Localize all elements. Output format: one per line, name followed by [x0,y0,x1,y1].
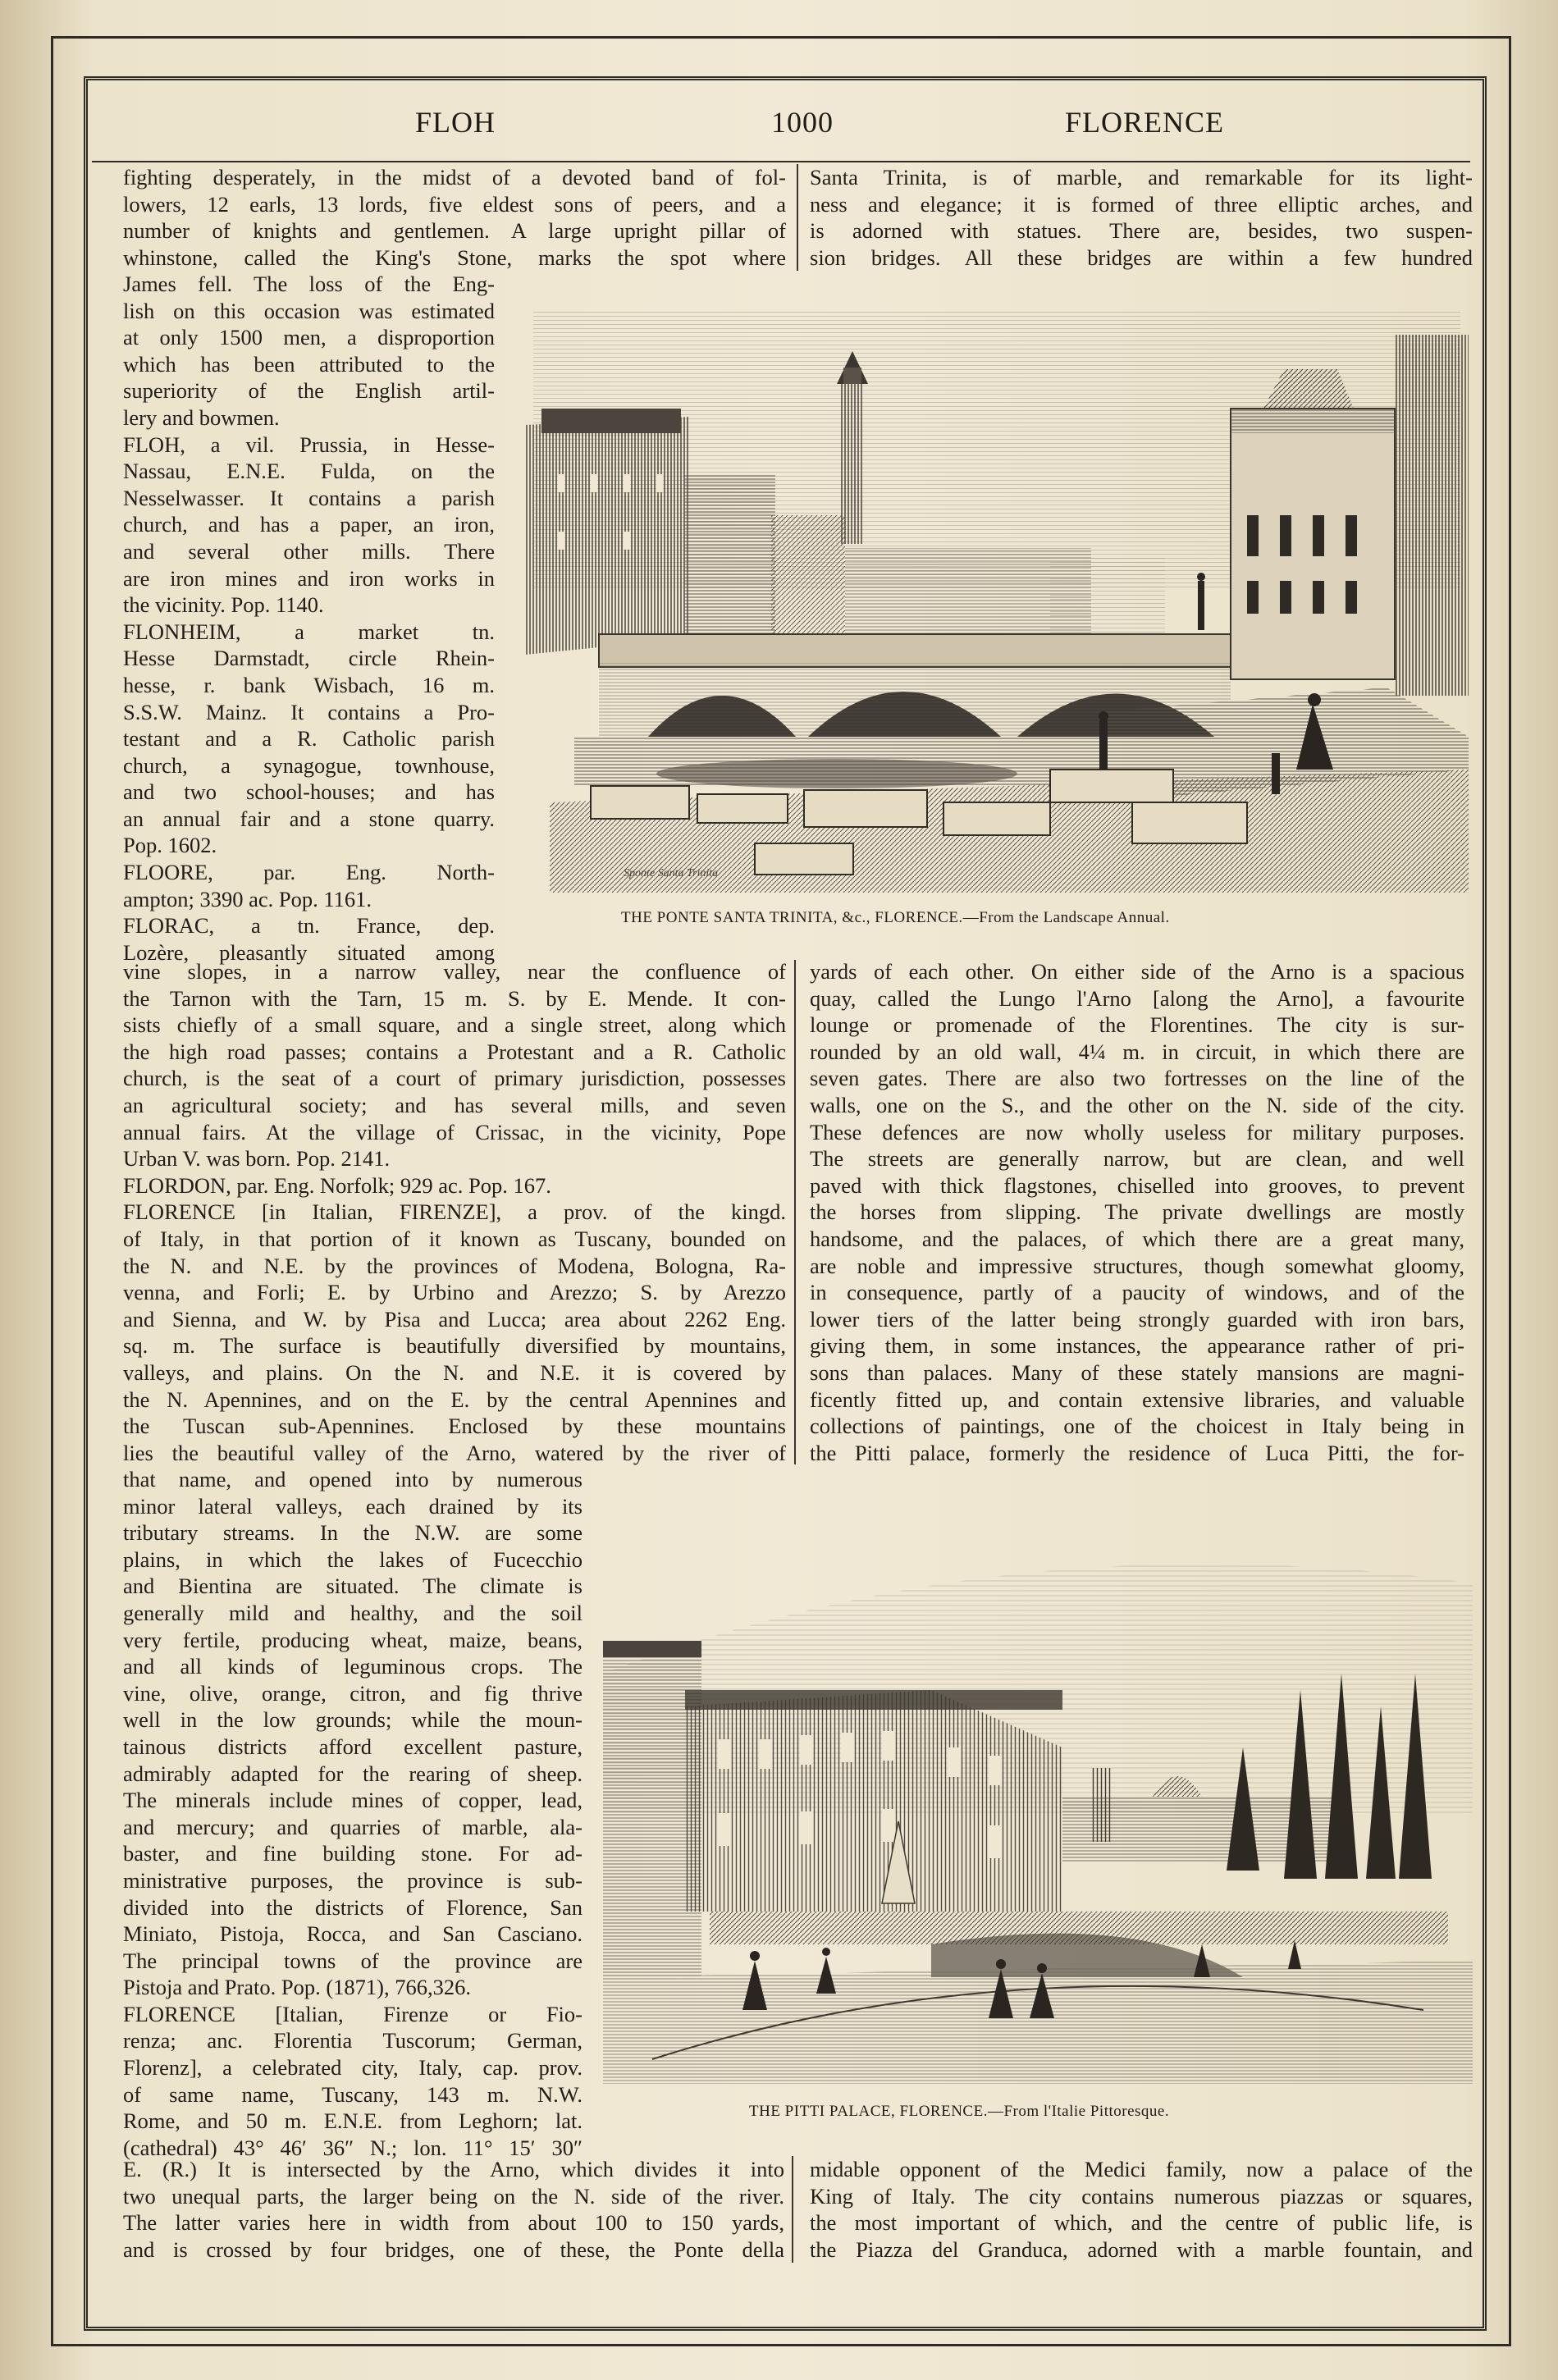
text-line: church, is the seat of a court of primary jurisdiction, possesses [123,1066,786,1091]
text-line: FLORENCE [in Italian, FIRENZE], a prov. of the kingd. [123,1199,786,1225]
text-line: Santa Trinita, is of marble, and remarkable for its light- [810,165,1473,190]
pitti-caption-title: THE PITTI PALACE, FLORENCE. [749,2103,988,2120]
text-line: vine, olive, orange, citron, and fig thrive [123,1680,583,1706]
text-line: yards of each other. On either side of the Arno is a spacious [810,959,1464,984]
text-line: the Piazza del Granduca, adorned with a marble fountain, and [810,2236,1473,2262]
text-line: Hesse Darmstadt, circle Rhein- [123,646,495,671]
text-line: superiority of the English artil- [123,378,495,404]
text-line: of same name, Tuscany, 143 m. N.W. [123,2081,583,2107]
text-line: sons than palaces. Many of these stately mansions are magni- [810,1359,1464,1385]
text-line: are iron mines and iron works in [123,565,495,591]
text-line: minor lateral valleys, each drained by its [123,1493,583,1519]
running-head-left: FLOH [415,106,496,139]
text-line: the high road passes; contains a Protestant and a R. Catholic [123,1039,786,1064]
ponte-caption [621,909,1170,927]
text-line: vine slopes, in a narrow valley, near the confluence of [123,959,786,984]
text-line: seven gates. There are also two fortresses on the line of the [810,1066,1464,1091]
ponte-caption-source: —From the Landscape Annual. [962,909,1170,926]
text-line: of Italy, in that portion of it known as Tuscany, bounded on [123,1226,786,1251]
text-line: Nesselwasser. It contains a parish [123,485,495,510]
text-line: that name, and opened into by numerous [123,1467,583,1491]
stone-inscription: Sponte Santa Trinita [624,867,719,879]
text-top-left [123,164,786,271]
text-line: FLONHEIM, a market tn. [123,619,495,644]
text-line: plains, in which the lakes of Fucecchio [123,1546,583,1572]
text-middle-right [810,958,1464,1466]
ponte-santa-trinita-engraving [525,310,1469,893]
text-line: at only 1500 men, a disproportion [123,325,495,350]
text-top-right [810,164,1473,271]
text-line: testant and a R. Catholic parish [123,726,495,751]
text-line: quay, called the Lungo l'Arno [along the Arno], a favourite [810,985,1464,1011]
text-line: baster, and fine building stone. For ad- [123,1841,583,1866]
ponte-caption-title: THE PONTE SANTA TRINITA, &c., FLORENCE. [621,909,963,926]
text-line: the most important of which, and the centre of public life, is [810,2210,1473,2236]
text-bottom-right [810,2156,1473,2263]
text-line: lowers, 12 earls, 13 lords, five eldest sons of peers, and a [123,191,786,217]
text-line: lish on this occasion was estimated [123,298,495,323]
text-line: whinstone, called the King's Stone, marks the spot where [123,244,786,270]
text-line: the N. and N.E. by the provinces of Modena, Bologna, Ra- [123,1253,786,1278]
text-line: walls, one on the S., and the other on the N. side of the city. [810,1092,1464,1117]
text-line: ficently fitted up, and contain extensive libraries, and valuable [810,1386,1464,1412]
text-line: rounded by an old wall, 4¼ m. in circuit, in which there are [810,1039,1464,1064]
text-line: hesse, r. bank Wisbach, 16 m. [123,672,495,697]
text-line: and all kinds of leguminous crops. The [123,1654,583,1679]
column-rule-middle [794,960,796,1464]
text-line: These defences are now wholly useless for military purposes. [810,1119,1464,1144]
text-line: and mercury; and quarries of marble, ala- [123,1814,583,1839]
text-line: fighting desperately, in the midst of a devoted band of fol- [123,165,786,190]
text-line: E. (R.) It is intersected by the Arno, which divides it into [123,2157,784,2181]
pitti-caption-source: —From l'Italie Pittoresque. [987,2103,1170,2120]
text-line: King of Italy. The city contains numerous piazzas or squares, [810,2183,1473,2209]
text-line: the Tuscan sub-Apennines. Enclosed by these mountains [123,1414,786,1439]
text-line: and is crossed by four bridges, one of these, the Ponte della [123,2236,784,2262]
text-line: divided into the districts of Florence, San [123,1894,583,1920]
text-line: very fertile, producing wheat, maize, beans, [123,1627,583,1652]
text-line: Pop. 1602. [123,833,217,858]
text-line: Lozère, pleasantly situated among [123,939,495,965]
column-rule-top [797,164,798,271]
text-line: well in the low grounds; while the moun- [123,1707,583,1733]
text-line: valleys, and plains. On the N. and N.E. it is covered by [123,1359,786,1385]
text-line: The streets are generally narrow, but are clean, and well [810,1146,1464,1172]
text-line: the Pitti palace, formerly the residence of Luca Pitti, the for- [810,1440,1464,1465]
text-narrow-second [123,1466,583,2161]
text-line: S.S.W. Mainz. It contains a Pro- [123,699,495,724]
text-narrow-first [123,271,495,966]
text-line: and several other mills. There [123,538,495,564]
text-line: the Tarnon with the Tarn, 15 m. S. by E. Mende. It con- [123,985,786,1011]
text-line: (cathedral) 43° 46′ 36″ N.; lon. 11° 15′ 30″ [123,2135,583,2160]
text-line: and two school-houses; and has [123,779,495,805]
text-line: sion bridges. All these bridges are within a few hundred [810,244,1473,270]
text-line: admirably adapted for the rearing of sheep. [123,1761,583,1786]
running-head-right: FLORENCE [1065,106,1225,139]
text-line: FLOORE, par. Eng. North- [123,860,495,885]
text-line: an agricultural society; and has several mills, and seven [123,1092,786,1117]
text-line: in consequence, partly of a paucity of windows, and of the [810,1280,1464,1305]
text-line: renza; anc. Florentia Tuscorum; German, [123,2028,583,2053]
text-line: Miniato, Pistoja, Rocca, and San Casciano. [123,1921,583,1947]
text-line: giving them, in some instances, the appearance rather of pri- [810,1333,1464,1359]
text-line: The principal towns of the province are [123,1948,583,1973]
text-line: The minerals include mines of copper, lead, [123,1788,583,1813]
text-line: the vicinity. Pop. 1140. [123,592,324,618]
text-line: number of knights and gentlemen. A large upright pillar of [123,218,786,244]
text-line: Rome, and 50 m. E.N.E. from Leghorn; lat. [123,2108,583,2134]
text-line: are noble and impressive structures, though somewhat gloomy, [810,1253,1464,1278]
text-line: handsome, and the palaces, of which there are a great many, [810,1226,1464,1251]
text-line: tributary streams. In the N.W. are some [123,1520,583,1546]
text-line: sists chiefly of a small square, and a single street, along which [123,1012,786,1038]
pitti-caption [749,2103,1169,2121]
text-line: the horses from slipping. The private dwellings are mostly [810,1199,1464,1225]
pitti-palace-engraving [603,1485,1473,2084]
text-line: lounge or promenade of the Florentines. The city is sur- [810,1012,1464,1038]
text-line: venna, and Forli; E. by Urbino and Arezzo; S. by Arezzo [123,1280,786,1305]
text-line: FLORDON, par. Eng. Norfolk; 929 ac. Pop. 167. [123,1172,551,1198]
text-line: Nassau, E.N.E. Fulda, on the [123,459,495,484]
text-line: FLORAC, a tn. France, dep. [123,913,495,939]
text-line: collections of paintings, one of the choicest in Italy being in [810,1414,1464,1439]
text-bottom-left [123,2156,784,2263]
text-line: Pistoja and Prato. Pop. (1871), 766,326. [123,1975,471,2000]
text-line: generally mild and healthy, and the soil [123,1600,583,1625]
text-line: FLOH, a vil. Prussia, in Hesse- [123,432,495,457]
text-line: and Bientina are situated. The climate is [123,1574,583,1599]
text-line: lery and bowmen. [123,404,280,430]
text-line: James fell. The loss of the Eng- [123,272,495,296]
column-rule-bottom [792,2156,793,2263]
page-number: 1000 [771,106,834,139]
text-line: The latter varies here in width from about 100 to 150 yards, [123,2210,784,2236]
text-middle-left [123,958,786,1466]
text-line: an annual fair and a stone quarry. [123,806,495,831]
text-line: paved with thick flagstones, chiselled into grooves, to prevent [810,1172,1464,1198]
text-line: church, a synagogue, townhouse, [123,752,495,778]
text-line: and Sienna, and W. by Pisa and Lucca; area about 2262 Eng. [123,1306,786,1332]
text-line: annual fairs. At the village of Crissac, in the vicinity, Pope [123,1119,786,1144]
text-line: two unequal parts, the larger being on the N. side of the river. [123,2183,784,2209]
text-line: lies the beautiful valley of the Arno, watered by the river of [123,1440,786,1465]
text-line: ness and elegance; it is formed of three elliptic arches, and [810,191,1473,217]
text-line: the N. Apennines, and on the E. by the central Apennines and [123,1386,786,1412]
text-line: tainous districts afford excellent pasture, [123,1734,583,1759]
text-line: Florenz], a celebrated city, Italy, cap. prov. [123,2055,583,2081]
text-line: which has been attributed to the [123,351,495,377]
text-line: is adorned with statues. There are, besides, two suspen- [810,218,1473,244]
text-line: ampton; 3390 ac. Pop. 1161. [123,886,372,911]
text-line: FLORENCE [Italian, Firenze or Fio- [123,2001,583,2026]
text-line: church, and has a paper, an iron, [123,512,495,537]
header-rule [92,161,1470,162]
text-line: sq. m. The surface is beautifully diversified by mountains, [123,1333,786,1359]
text-line: midable opponent of the Medici family, now a palace of the [810,2157,1473,2181]
text-line: lower tiers of the latter being strongly guarded with iron bars, [810,1306,1464,1332]
text-line: ministrative purposes, the province is sub- [123,1867,583,1893]
text-line: Urban V. was born. Pop. 2141. [123,1146,391,1172]
